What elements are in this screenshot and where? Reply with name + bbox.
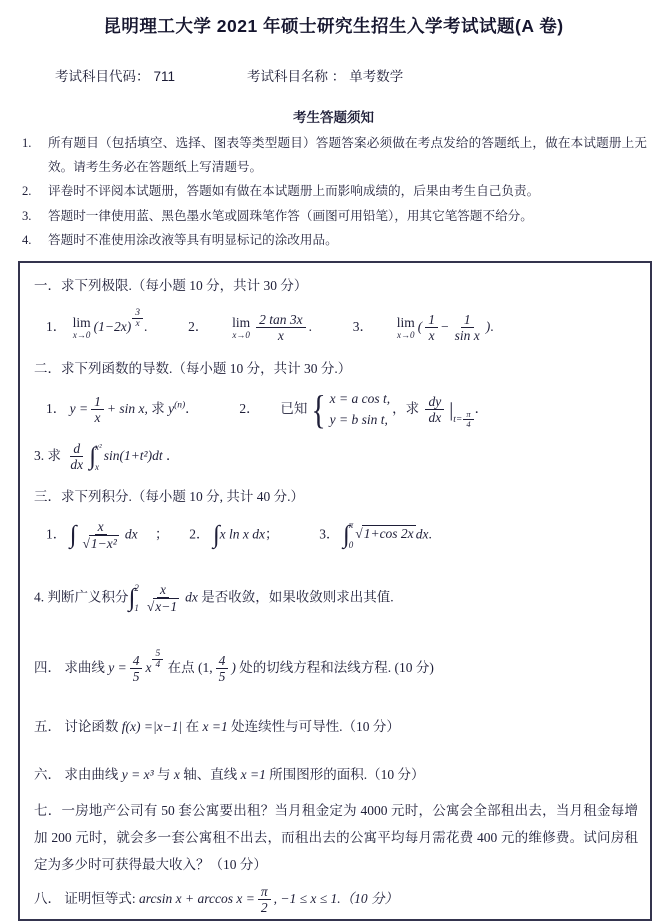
- limit-subscript: x→0: [397, 330, 415, 341]
- minus-sign: −: [441, 318, 449, 334]
- punctuation: ；: [154, 526, 169, 542]
- denominator: x: [428, 328, 435, 344]
- numerator: 3: [132, 308, 143, 319]
- numerator: 4: [216, 653, 229, 670]
- denominator: [79, 535, 121, 552]
- chinese-text: 轴、直线: [183, 766, 238, 782]
- integral-limits: [349, 520, 354, 550]
- fraction: [425, 394, 444, 426]
- denominator: 5: [218, 669, 226, 685]
- fraction: [463, 410, 473, 429]
- fraction: [216, 653, 229, 685]
- notice-item: [22, 179, 647, 203]
- math-text: x ln x dx: [219, 526, 266, 542]
- case-line: x = a cos t,: [329, 390, 391, 406]
- exponent: [151, 649, 164, 671]
- punctuation: ．: [474, 400, 489, 416]
- section-1-heading: 一．求下列极限.（每小题 10 分，共计 30 分）: [34, 277, 308, 293]
- integral-limits: [95, 442, 102, 472]
- notice-item-text: 答题时不准使用涂改液等具有明显标记的涂改用品。: [48, 232, 338, 247]
- math-text: , −1 ≤ x ≤ 1.（10 分）: [273, 890, 399, 906]
- math-text: x: [145, 659, 152, 675]
- limit-operator: [397, 316, 415, 341]
- chinese-text: 求由曲线: [64, 766, 119, 782]
- section-2-heading: 二．求下列函数的导数.（每小题 10 分，共计 30 分.）: [34, 360, 352, 376]
- punctuation: .: [308, 318, 312, 334]
- chinese-text: 所围图形的面积.（10 分）: [269, 766, 425, 782]
- fraction: [91, 394, 104, 426]
- q-number: 2．: [189, 526, 210, 542]
- notice-item-text: 所有题目（包括填空、选择、图表等类型题目）答题答案必须做在考点发给的答题纸上，做在本试题册上无效。请考生务必在答题纸上写清题号。: [48, 136, 647, 175]
- q-number: 3．: [319, 526, 340, 542]
- denominator: sin x: [454, 328, 480, 344]
- radicand: 1−x²: [90, 536, 117, 552]
- notice-item-text: 评卷时不评阅本试题册，答题如有做在本试题册上而影响成绩的，后果由考生自己负责。: [48, 184, 540, 199]
- denominator: [144, 598, 182, 615]
- chinese-text: 求: [405, 400, 420, 416]
- exam-body-box: [18, 261, 652, 921]
- square-root: [82, 535, 118, 552]
- integral-upper: π: [348, 520, 354, 531]
- section-3-heading: 三．求下列积分.（每小题 10 分, 共计 40 分.）: [34, 488, 304, 504]
- denominator: dx: [428, 410, 442, 426]
- evaluation-subscript: [453, 409, 474, 430]
- subject-code-value: 711: [153, 69, 176, 84]
- subject-name: [247, 65, 403, 85]
- integral-lower: x: [94, 461, 99, 472]
- q-number: 1．: [46, 526, 67, 542]
- chinese-text: 在: [185, 718, 200, 734]
- punctuation: ，: [392, 400, 406, 416]
- punctuation: .: [490, 318, 494, 334]
- section-6: [34, 763, 638, 783]
- denominator: dx: [70, 457, 84, 473]
- chinese-text: 证明恒等式:: [64, 890, 136, 906]
- integral-upper: 2: [134, 583, 139, 594]
- math-text: + sin x,: [106, 400, 148, 416]
- numerator: 4: [130, 653, 143, 670]
- limit-operator: [73, 316, 91, 341]
- q-number: 4.: [34, 589, 45, 605]
- integral-sign: ∫: [89, 442, 96, 470]
- math-text: x =1: [202, 718, 228, 734]
- limit-operator: [232, 316, 250, 341]
- cases-column: [330, 389, 390, 431]
- math-text: x =1: [240, 766, 266, 782]
- section-3-questions-a: [46, 519, 638, 552]
- radical-sign: √: [146, 599, 155, 615]
- radicand: x−1: [155, 599, 178, 615]
- notice-list: [22, 131, 647, 252]
- math-text: f(x) =|x−1|: [121, 718, 183, 734]
- integral-upper: x²: [94, 441, 102, 452]
- chinese-text: 一房地产公司有 50 套公寓要出租？当月租金定为 4000 元时，公寓会全部租出去，当月租金每增加 200 元时，就会多一套公寓租不出去，而租出去的公寓平均每月需花费 400 元的维修费。试问房租定为多少时可获得最大收入？（10 分）: [34, 802, 639, 872]
- radicand: 1+cos 2x: [363, 526, 414, 542]
- exponent: [131, 308, 144, 330]
- q-number: 八．: [34, 890, 61, 906]
- notice-item-number: 3.: [22, 208, 32, 223]
- numerator: π: [463, 410, 473, 420]
- q-number: 五．: [34, 718, 61, 734]
- fraction: [67, 441, 86, 473]
- numerator: d: [70, 441, 83, 458]
- math-text: dx: [415, 526, 429, 542]
- q-number: 四．: [34, 659, 61, 675]
- chinese-text: 与: [157, 766, 171, 782]
- punctuation: ．: [185, 400, 199, 416]
- numerator: π: [258, 884, 271, 901]
- math-text: dx: [124, 526, 138, 542]
- radical-sign: √: [82, 536, 90, 552]
- fraction: [425, 312, 438, 344]
- chinese-text: 在点 (1,: [167, 659, 213, 675]
- chinese-text: 已知: [280, 400, 308, 416]
- denominator: 5: [132, 669, 140, 685]
- section-7: [34, 797, 638, 878]
- numerator: 1: [425, 312, 438, 329]
- chinese-text: 处的切线方程和法线方程. (10 分): [239, 659, 434, 675]
- math-text: y = x³: [121, 766, 154, 782]
- math-text: sin(1+t²)dt: [103, 447, 163, 463]
- math-text: x: [173, 766, 180, 782]
- chinese-text: 是否收敛，如果收敛则求出其值.: [201, 589, 394, 605]
- subject-meta-row: [55, 65, 667, 85]
- numerator: 2 tan 3x: [256, 312, 306, 329]
- chinese-text: 求曲线: [64, 659, 105, 675]
- section-5: [34, 715, 638, 735]
- chinese-text: 求: [151, 400, 165, 416]
- punctuation: ．: [165, 447, 180, 463]
- fraction: [452, 312, 483, 344]
- denominator: 4: [155, 660, 161, 671]
- section-3-question-4: [34, 582, 638, 615]
- integral-sign: ∫: [128, 583, 136, 611]
- fraction: [132, 308, 143, 330]
- q-number: 2．: [188, 318, 209, 334]
- numerator: 1: [91, 394, 104, 411]
- punctuation: ；: [265, 526, 279, 542]
- case-line: y = b sin t,: [329, 411, 388, 427]
- chinese-text: 判断广义积分: [47, 589, 129, 605]
- notice-item-text: 答题时一律使用蓝、黑色墨水笔或圆珠笔作答（画图可用铅笔），用其它笔答题不给分。: [48, 208, 533, 223]
- limit-word: lim: [396, 314, 415, 330]
- notice-item-number: 4.: [22, 232, 32, 247]
- math-text: dx: [185, 589, 198, 605]
- math-text: y =: [108, 659, 127, 675]
- subject-code: [55, 65, 175, 85]
- left-brace: {: [311, 386, 327, 432]
- section-1-questions: [46, 308, 638, 344]
- q-number: 1．: [46, 318, 67, 334]
- integral-sign: ∫: [212, 520, 220, 548]
- math-text: ): [231, 659, 236, 675]
- radical-sign: √: [355, 526, 363, 542]
- integral-limits: [134, 583, 139, 613]
- math-text: ): [485, 318, 491, 334]
- section-2-question-3: [34, 441, 638, 473]
- q-number: 六．: [34, 766, 61, 782]
- q-number: 2．: [239, 400, 260, 416]
- denominator: 4: [466, 419, 471, 430]
- integral-lower: 1: [134, 603, 139, 614]
- notice-item-number: 1.: [22, 136, 32, 150]
- square-root: [147, 598, 179, 615]
- chinese-text: 处连续性与可导性.（10 分）: [231, 718, 400, 734]
- fraction: [258, 884, 271, 916]
- math-text: (1−2x): [93, 318, 132, 334]
- section-8: [34, 884, 638, 916]
- denominator: x: [94, 410, 101, 426]
- subject-code-label: 考试科目代码：: [55, 69, 150, 84]
- math-text: y: [168, 400, 175, 416]
- section-2-questions-a: [46, 386, 638, 432]
- fraction: [79, 519, 121, 552]
- cases-system: [309, 386, 391, 432]
- limit-subscript: x→0: [72, 330, 91, 341]
- denominator: x: [277, 328, 284, 344]
- math-text: y =: [69, 400, 89, 416]
- q-number: 七．: [34, 802, 62, 818]
- punctuation: .: [428, 526, 432, 542]
- superscript: (n): [174, 400, 186, 411]
- fraction: [152, 649, 163, 671]
- integral-lower: 0: [348, 540, 354, 551]
- notice-item: [22, 204, 647, 228]
- fraction: [144, 582, 182, 615]
- numerator: dy: [425, 394, 444, 411]
- integral-sign: ∫: [342, 520, 350, 548]
- fraction: [256, 312, 306, 344]
- fraction: [130, 653, 143, 685]
- page-title: 昆明理工大学 2021 年硕士研究生招生入学考试试题(A 卷): [103, 16, 564, 36]
- exam-paper-page: [0, 13, 667, 916]
- notice-heading: 考生答题须知: [293, 110, 374, 125]
- math-text: (: [417, 318, 423, 334]
- integral-sign: ∫: [69, 520, 77, 548]
- math-text: arcsin x + arccos x =: [139, 890, 255, 906]
- q-number: 3．: [352, 318, 373, 334]
- q-number: 3.: [34, 447, 45, 463]
- notice-item: [22, 131, 647, 179]
- notice-item: [22, 228, 647, 252]
- subject-name-value: 单考数学: [349, 69, 404, 84]
- section-4: [34, 649, 638, 685]
- square-root: [355, 525, 415, 542]
- numerator: x: [157, 582, 169, 599]
- limit-word: lim: [232, 314, 251, 330]
- evaluation-bar: |: [449, 398, 454, 421]
- punctuation: .: [143, 318, 148, 334]
- limit-word: lim: [72, 314, 91, 330]
- chinese-text: 求: [47, 447, 61, 463]
- q-number: 1．: [46, 400, 67, 416]
- denominator: 2: [260, 900, 268, 916]
- numerator: x: [95, 519, 107, 536]
- chinese-text: 讨论函数: [64, 718, 119, 734]
- limit-subscript: x→0: [232, 330, 250, 341]
- math-text: t=: [453, 414, 463, 425]
- denominator: x: [135, 319, 140, 330]
- numerator: 1: [461, 312, 474, 329]
- notice-item-number: 2.: [22, 184, 32, 199]
- numerator: 5: [152, 649, 163, 660]
- subject-name-label: 考试科目名称 ：: [247, 69, 346, 84]
